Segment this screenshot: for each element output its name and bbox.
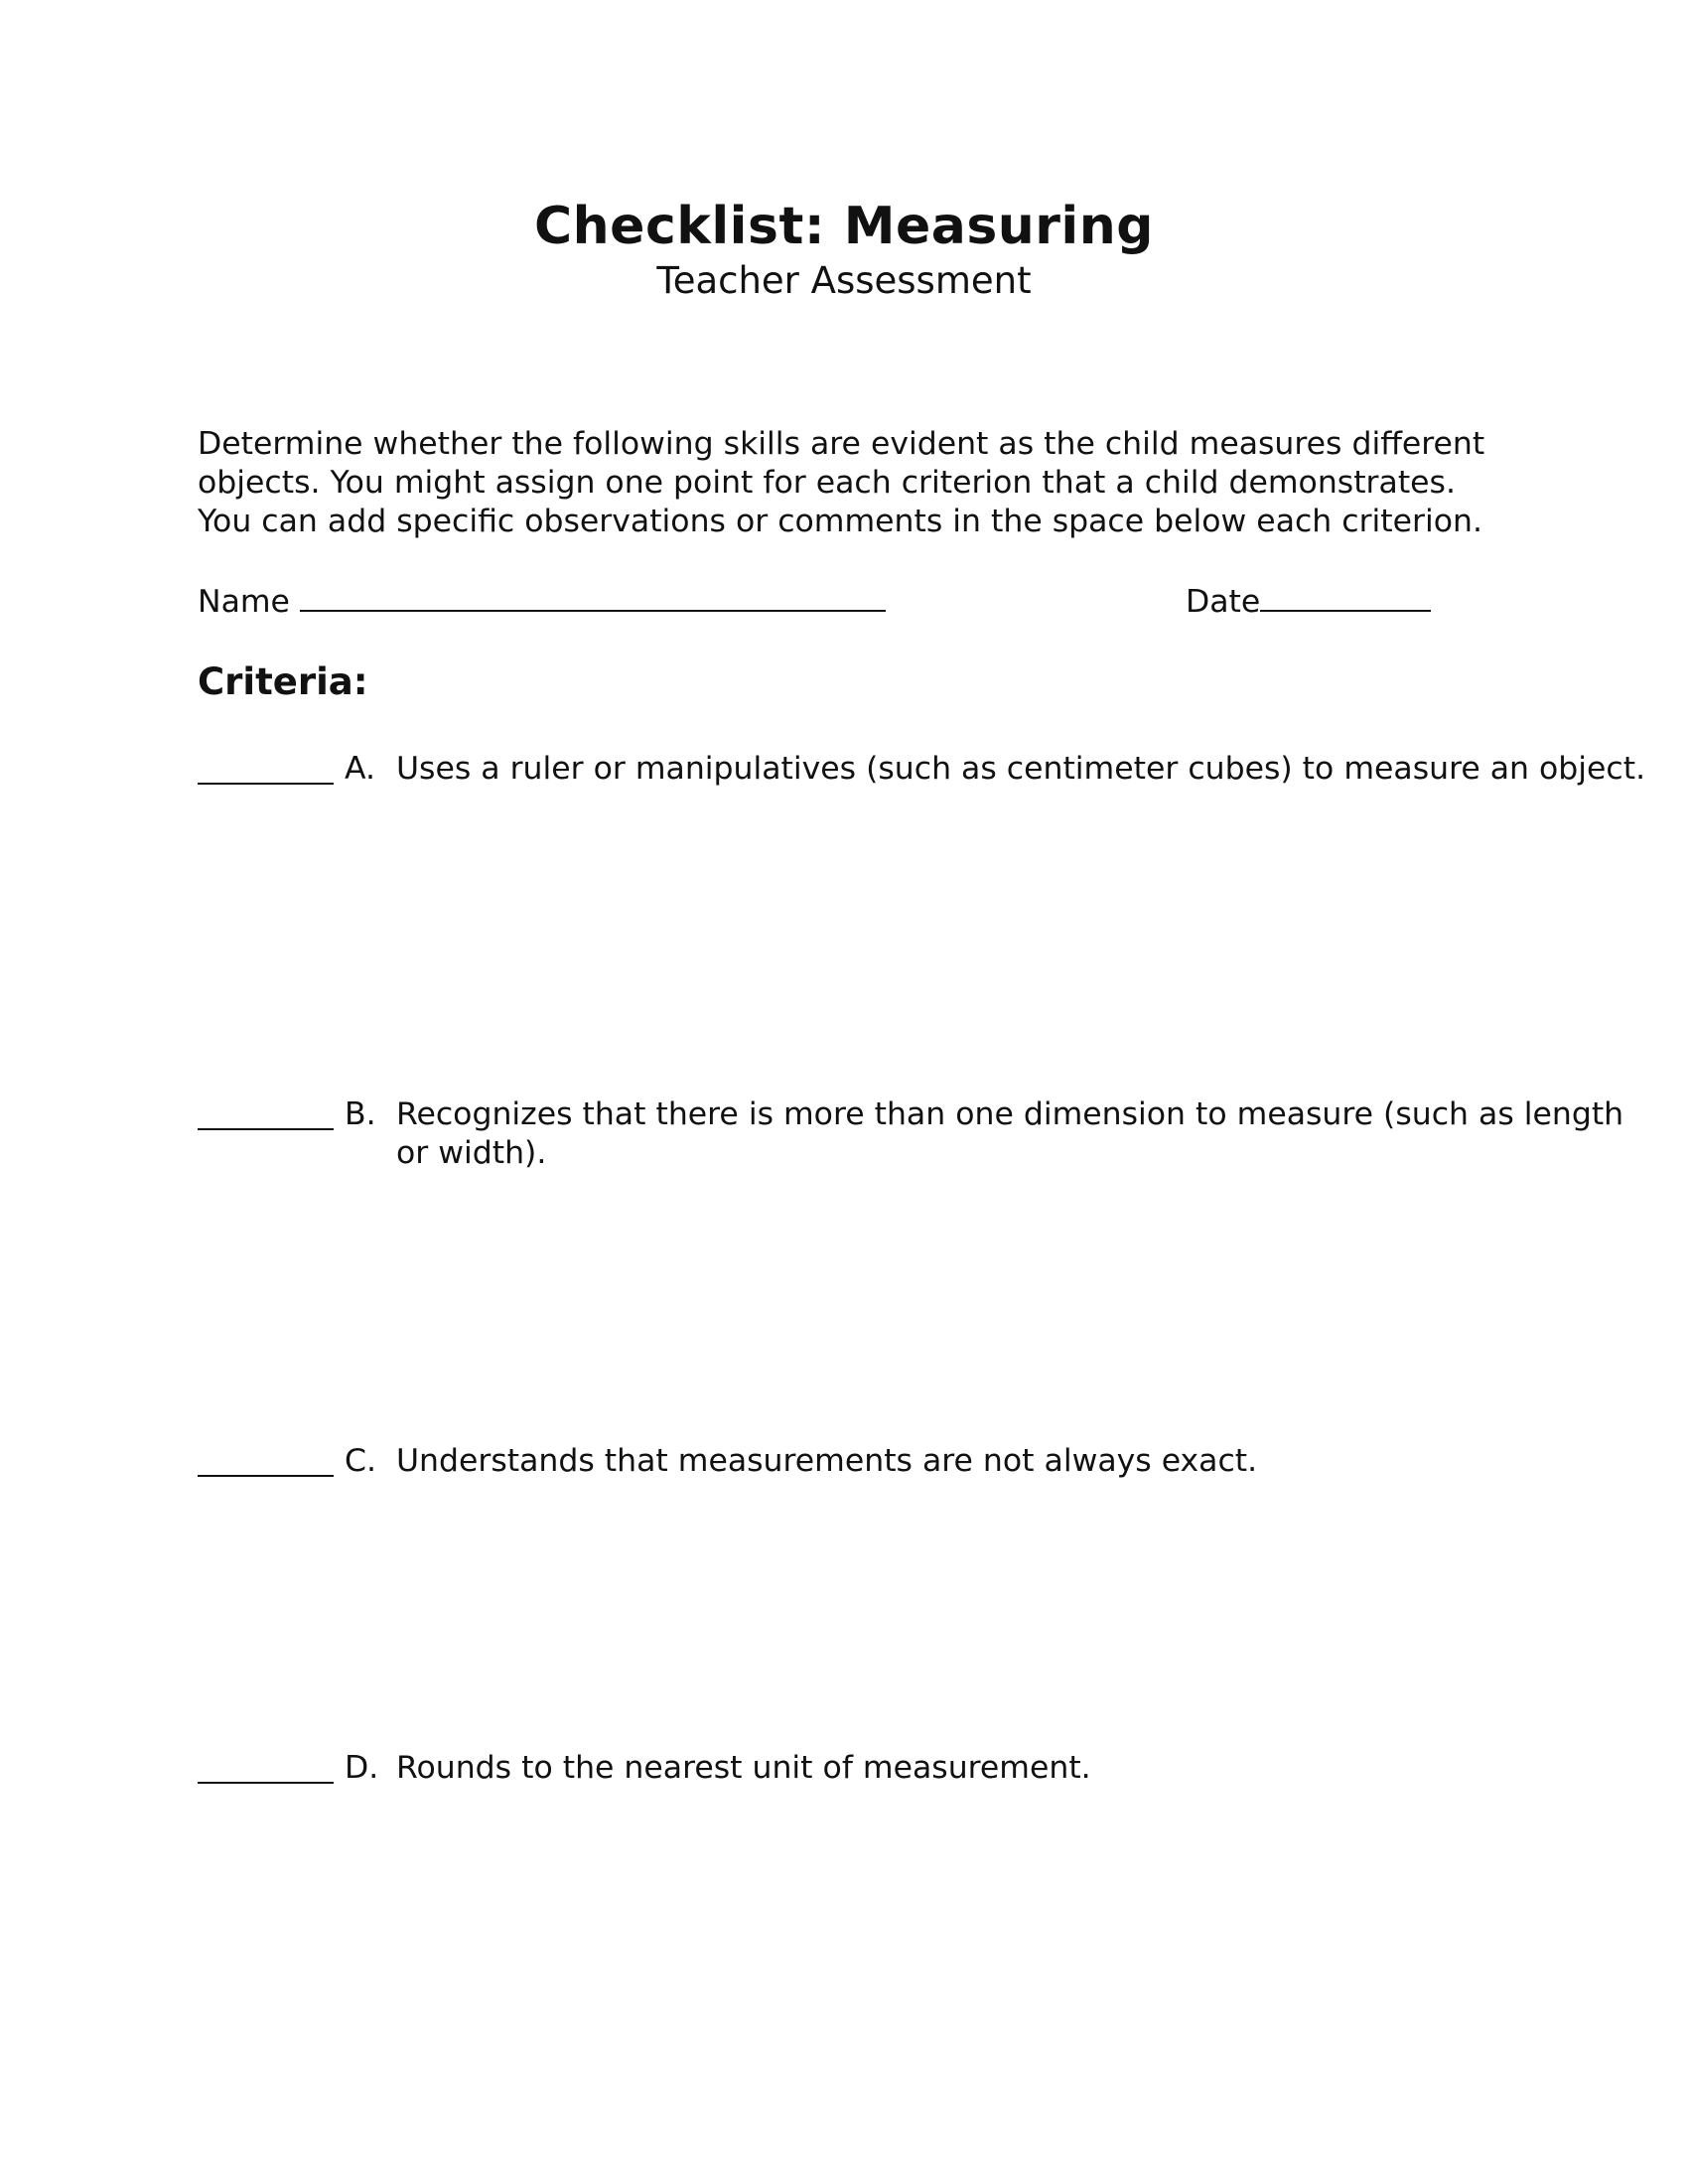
page-title: Checklist: Measuring xyxy=(534,197,1154,256)
criterion-text: Understands that measurements are not always exact. xyxy=(396,1443,1258,1479)
name-label: Name xyxy=(198,584,290,620)
criterion-letter: B. xyxy=(345,1096,376,1132)
criterion-text: Rounds to the nearest unit of measurement. xyxy=(396,1750,1091,1786)
criterion-letter: D. xyxy=(345,1750,379,1786)
score-blank-line xyxy=(198,1749,334,1784)
date-field-row xyxy=(1186,580,1431,622)
criterion-letter: C. xyxy=(345,1443,377,1479)
criterion-letter: A. xyxy=(345,751,376,787)
name-field-row xyxy=(198,580,886,622)
date-label: Date xyxy=(1186,584,1261,620)
instructions-paragraph: Determine whether the following skills are evident as the child measures different objects. You might assign one point for each criterion that a child demonstrates. You can add specific observations or comments in the space below each criterion. xyxy=(198,426,1485,539)
date-blank-line xyxy=(1260,580,1431,612)
page-subtitle: Teacher Assessment xyxy=(656,259,1032,302)
score-blank-line xyxy=(198,1095,334,1130)
score-blank-line xyxy=(198,750,334,785)
criteria-heading: Criteria: xyxy=(198,660,368,703)
criterion-text: Recognizes that there is more than one dimension to measure (such as length or width). xyxy=(396,1096,1624,1171)
score-blank-line xyxy=(198,1442,334,1477)
criterion-text: Uses a ruler or manipulatives (such as centimeter cubes) to measure an object. xyxy=(396,751,1646,787)
name-blank-line xyxy=(300,580,886,612)
